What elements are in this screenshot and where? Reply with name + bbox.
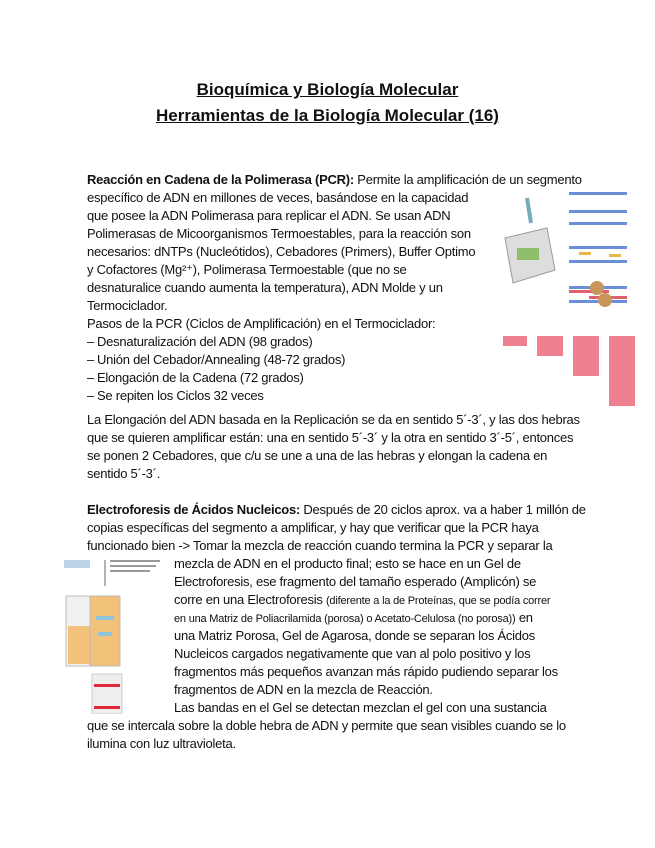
pcr-line: que posee la ADN Polimerasa para replicar el ADN. Se usan ADN bbox=[87, 208, 451, 223]
electro-line: una Matriz Porosa, Gel de Agarosa, donde se separan los Ácidos bbox=[174, 628, 535, 643]
electro-line: Las bandas en el Gel se detectan mezclan el gel con una sustancia bbox=[174, 700, 547, 715]
pcr-line-1 bbox=[87, 171, 582, 189]
dna-band bbox=[94, 706, 120, 709]
pcr-step: Desnaturalización del ADN (98 grados) bbox=[97, 334, 313, 349]
bullet: – bbox=[87, 352, 94, 367]
bullet: – bbox=[87, 388, 94, 403]
electro-line bbox=[174, 591, 550, 610]
gel-electrophoresis-figure bbox=[62, 556, 168, 714]
elongation-line: La Elongación del ADN basada en la Replicación se da en sentido 5´-3´, y las dos hebras bbox=[87, 412, 580, 427]
pcr-step: Se repiten los Ciclos 32 veces bbox=[97, 388, 264, 403]
electro-line: ilumina con luz ultravioleta. bbox=[87, 736, 236, 751]
pcr-line: específico de ADN en millones de veces, basándose en la capacidad bbox=[87, 190, 469, 205]
pcr-text: Permite la amplificación de un segmento bbox=[353, 172, 582, 187]
electro-line: mezcla de ADN en el producto final; esto se hace en un Gel de bbox=[174, 556, 521, 571]
pcr-diagram-figure bbox=[497, 188, 637, 413]
thermocycler-icon bbox=[505, 198, 555, 283]
pcr-heading: Reacción en Cadena de la Polimerasa (PCR): bbox=[87, 172, 354, 187]
electro-line: fragmentos de ADN en la mezcla de Reacción. bbox=[174, 682, 433, 697]
pcr-step: Elongación de la Cadena (72 grados) bbox=[97, 370, 304, 385]
pcr-step: Unión del Cebador/Annealing (48-72 grados) bbox=[97, 352, 346, 367]
pcr-line: necesarios: dNTPs (Nucleótidos), Cebadores (Primers), Buffer Optimo bbox=[87, 244, 476, 259]
electro-note: en una Matriz de Poliacrilamida (porosa) o Acetato-Celulosa (no porosa)) bbox=[174, 613, 516, 625]
electro-line bbox=[174, 609, 533, 628]
electro-line: que se intercala sobre la doble hebra de ADN y permite que sean visibles cuando se lo bbox=[87, 718, 566, 733]
elongation-line: se ponen 2 Cebadores, que c/u se une a una de las hebras y elongan la cadena en bbox=[87, 448, 548, 463]
electro-line-1 bbox=[87, 501, 586, 519]
bullet: – bbox=[87, 334, 94, 349]
elongation-line: sentido 5´-3´. bbox=[87, 466, 161, 481]
electro-text: corre en una Electroforesis bbox=[174, 592, 326, 607]
bullet: – bbox=[87, 370, 94, 385]
pcr-line: y Cofactores (Mg²⁺), Polimerasa Termoestable (que no se bbox=[87, 262, 407, 277]
dna-band bbox=[94, 684, 120, 687]
document-title: Bioquímica y Biología Molecular bbox=[196, 80, 459, 99]
electro-text: Después de 20 ciclos aprox. va a haber 1 millón de bbox=[300, 502, 586, 517]
electro-line: fragmentos más pequeños avanzan más rápido pudiendo separar los bbox=[174, 664, 558, 679]
electro-line: copias específicas del segmento a amplificar, y hay que verificar que la PCR haya bbox=[87, 520, 539, 535]
electro-text: en bbox=[515, 610, 533, 625]
elongation-line: que se quieren amplificar están: una en sentido 5´-3´ y la otra en sentido 3´-5´, entonces bbox=[87, 430, 574, 445]
electro-line: Nucleicos cargados negativamente que van al polo positivo y los bbox=[174, 646, 531, 661]
electro-note: (diferente a la de Proteínas, que se podía correr bbox=[325, 595, 551, 607]
electro-line: funcionado bien -> Tomar la mezcla de reacción cuando termina la PCR y separar la bbox=[87, 538, 553, 553]
document-subtitle: Herramientas de la Biología Molecular (16) bbox=[156, 106, 499, 125]
electro-heading: Electroforesis de Ácidos Nucleicos: bbox=[87, 502, 301, 517]
pcr-line: desnaturalice cuando aumenta la temperatura), ADN Molde y un bbox=[87, 280, 443, 295]
pcr-line: Termociclador. bbox=[87, 298, 168, 313]
electro-line: Electroforesis, ese fragmento del tamaño esperado (Amplicón) se bbox=[174, 574, 537, 589]
pcr-line: Polimerasas de Micoorganismos Termoestables, para la reacción son bbox=[87, 226, 471, 241]
pcr-steps-heading: Pasos de la PCR (Ciclos de Amplificación) en el Termociclador: bbox=[87, 316, 436, 331]
